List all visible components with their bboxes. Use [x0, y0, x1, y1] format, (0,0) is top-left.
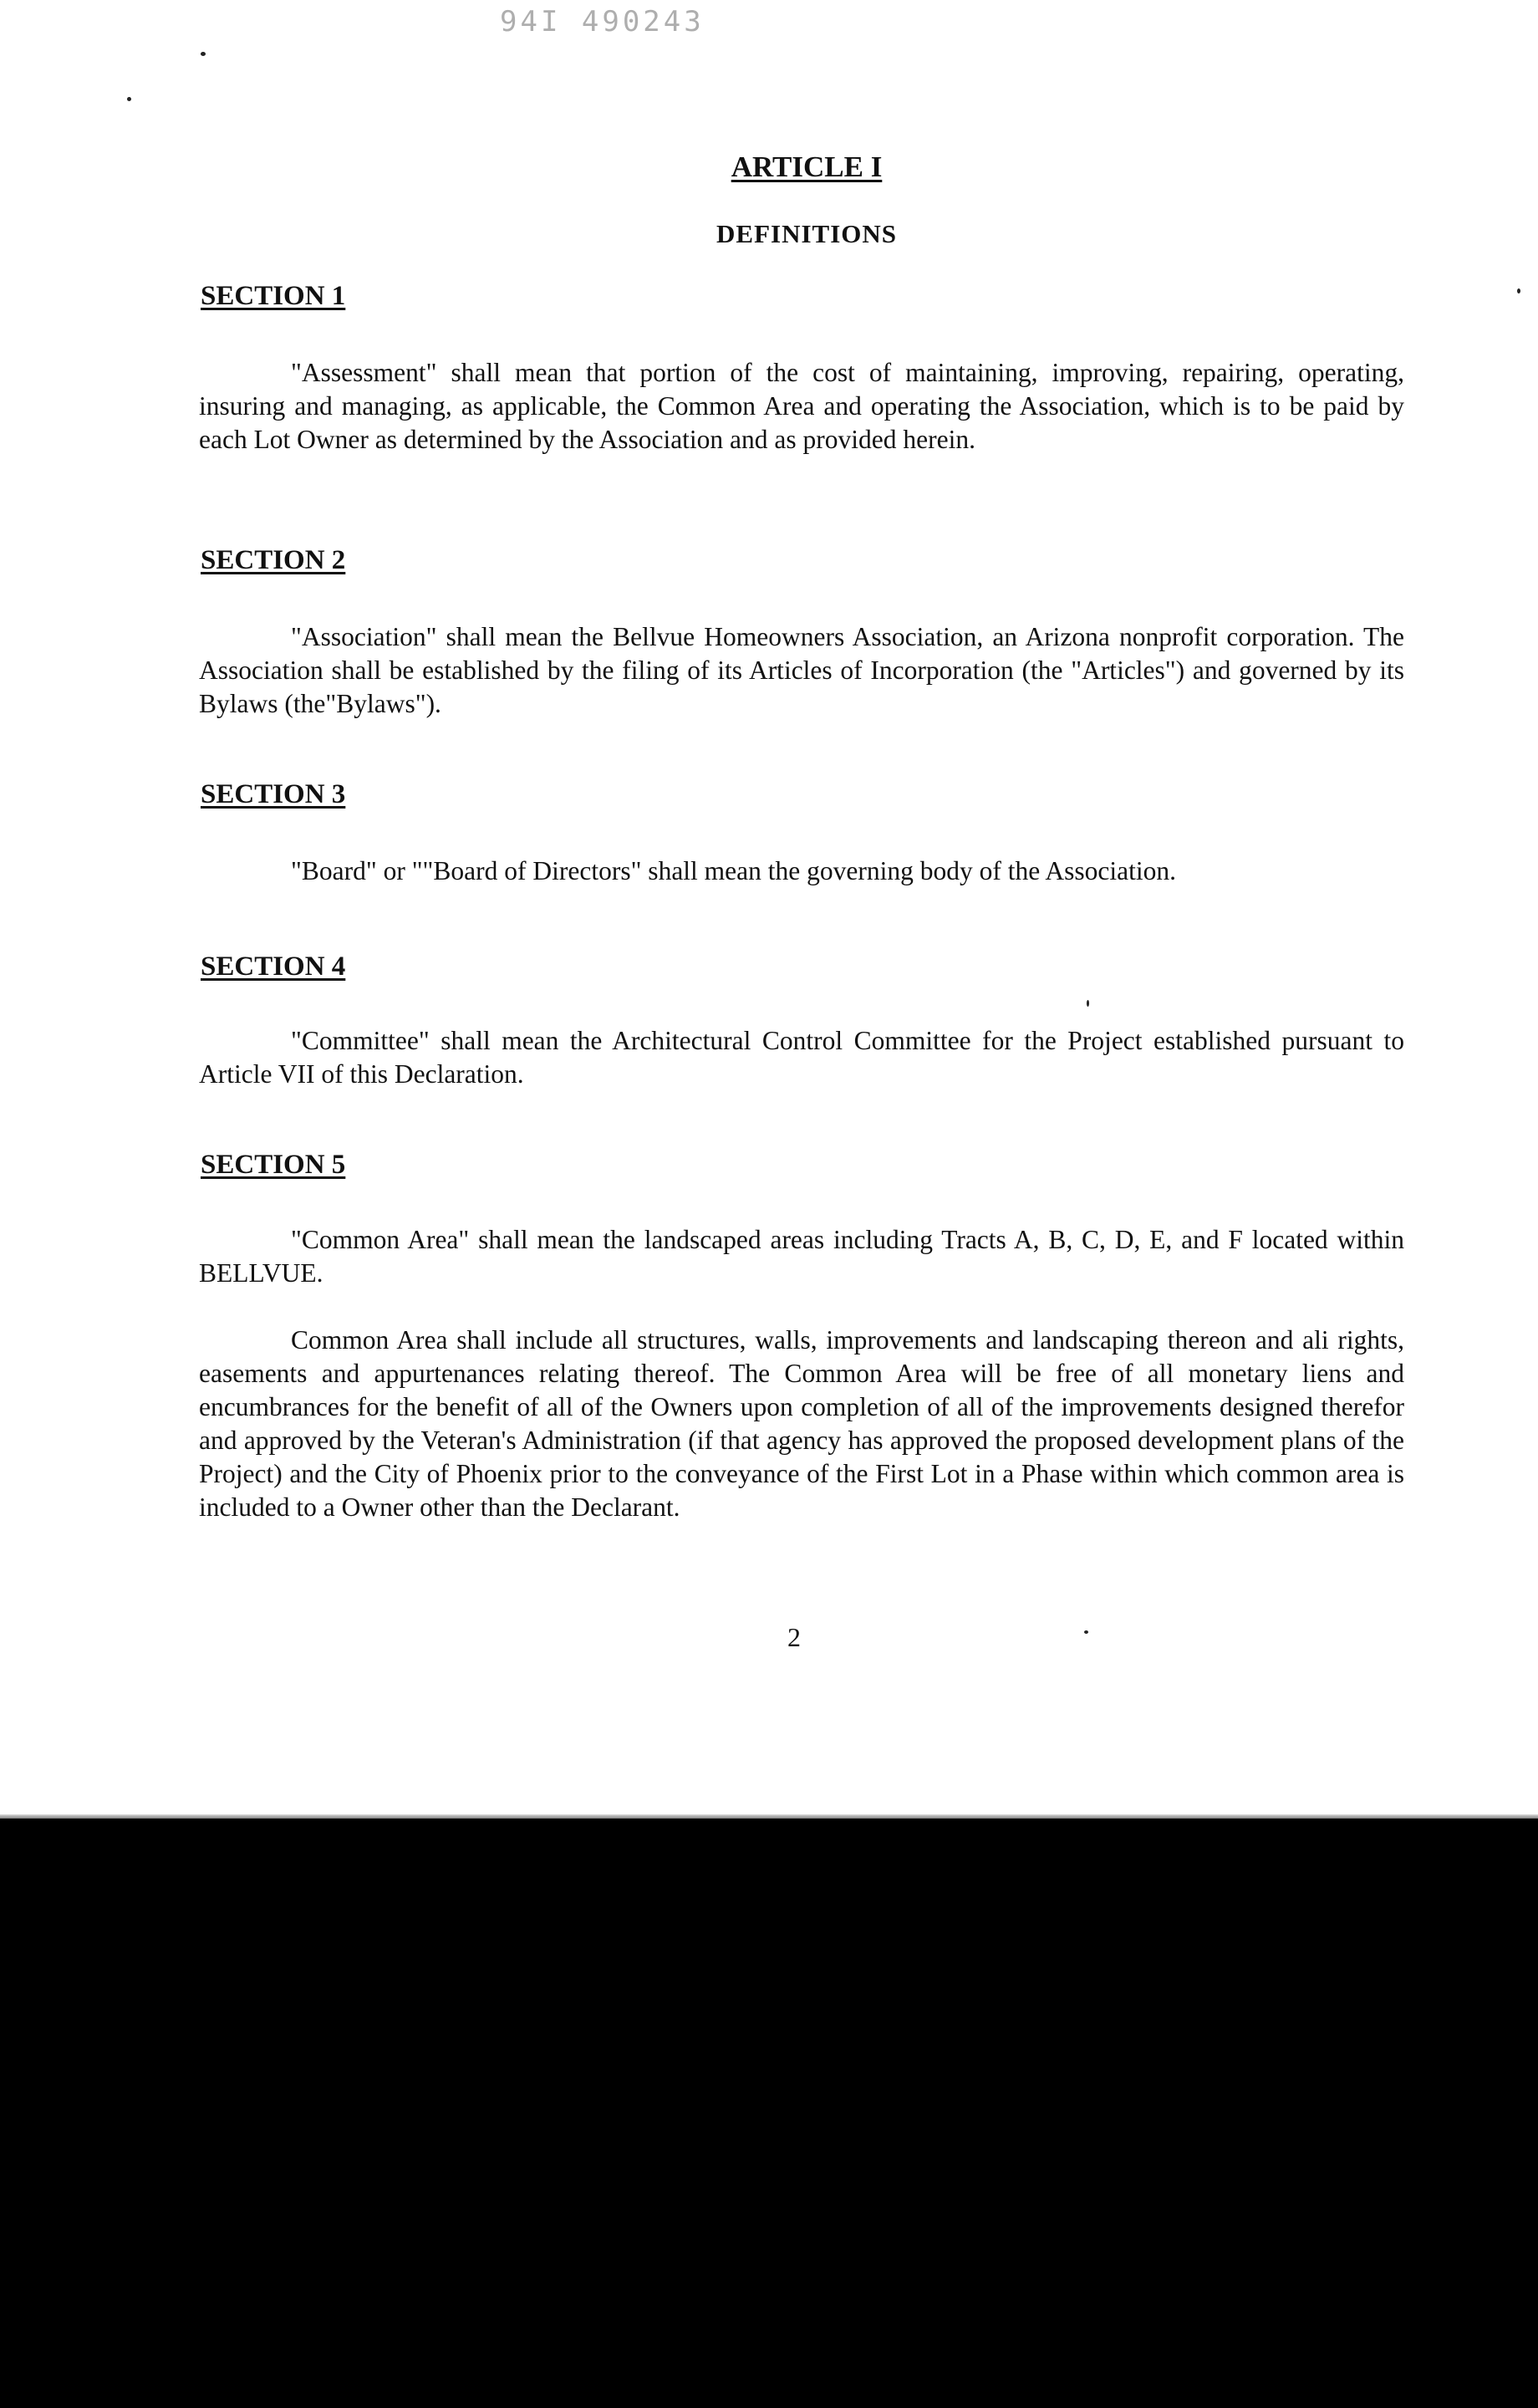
- page-number: 2: [787, 1622, 801, 1652]
- section-2-paragraph: "Association" shall mean the Bellvue Homeowners Association, an Arizona nonprofit corporation. The Association shall be established by the filing of its Articles of Incorporation (the "Articles") and governed by its Bylaws (the"Bylaws").: [199, 622, 1404, 718]
- article-subtitle: DEFINITIONS: [716, 219, 897, 248]
- section-5-heading: SECTION 5: [201, 1150, 346, 1180]
- section-3-paragraph: "Board" or ""Board of Directors" shall mean the governing body of the Association.: [291, 856, 1176, 885]
- section-5-paragraph-2: Common Area shall include all structures, walls, improvements and landscaping thereon and ali rights, easements and appurtenances relating thereof. The Common Area will be free of all monetary liens and encumbrances for the benefit of all of the Owners upon completion of all of the improvements designed therefor and approved by the Veteran's Administration (if that agency has approved the proposed development plans of the Project) and the City of Phoenix prior to the conveyance of the First Lot in a Phase within which common area is included to a Owner other than the Declarant.: [199, 1325, 1404, 1522]
- scan-speck: [201, 52, 206, 56]
- scan-bottom-edge: [0, 1814, 1538, 1819]
- section-5-paragraph-1: "Common Area" shall mean the landscaped areas including Tracts A, B, C, D, E, and F located within BELLVUE.: [199, 1225, 1404, 1288]
- scan-speck: [1517, 288, 1520, 293]
- section-2-heading: SECTION 2: [201, 545, 346, 575]
- article-title: ARTICLE I: [731, 150, 883, 183]
- section-1-heading: SECTION 1: [201, 281, 346, 311]
- document-stamp: 94I 490243: [500, 5, 705, 38]
- section-1-paragraph: "Assessment" shall mean that portion of the cost of maintaining, improving, repairing, operating, insuring and managing, as applicable, the Common Area and operating the Association, which is to be paid by each Lot Owner as determined by the Association and as provided herein.: [199, 358, 1404, 454]
- section-4-heading: SECTION 4: [201, 951, 346, 982]
- section-4-paragraph: "Committee" shall mean the Architectural Control Committee for the Project established pursuant to Article VII of this Declaration.: [199, 1026, 1404, 1089]
- scan-speck: [127, 97, 131, 101]
- section-3-heading: SECTION 3: [201, 779, 346, 809]
- scan-speck: [1087, 1000, 1089, 1007]
